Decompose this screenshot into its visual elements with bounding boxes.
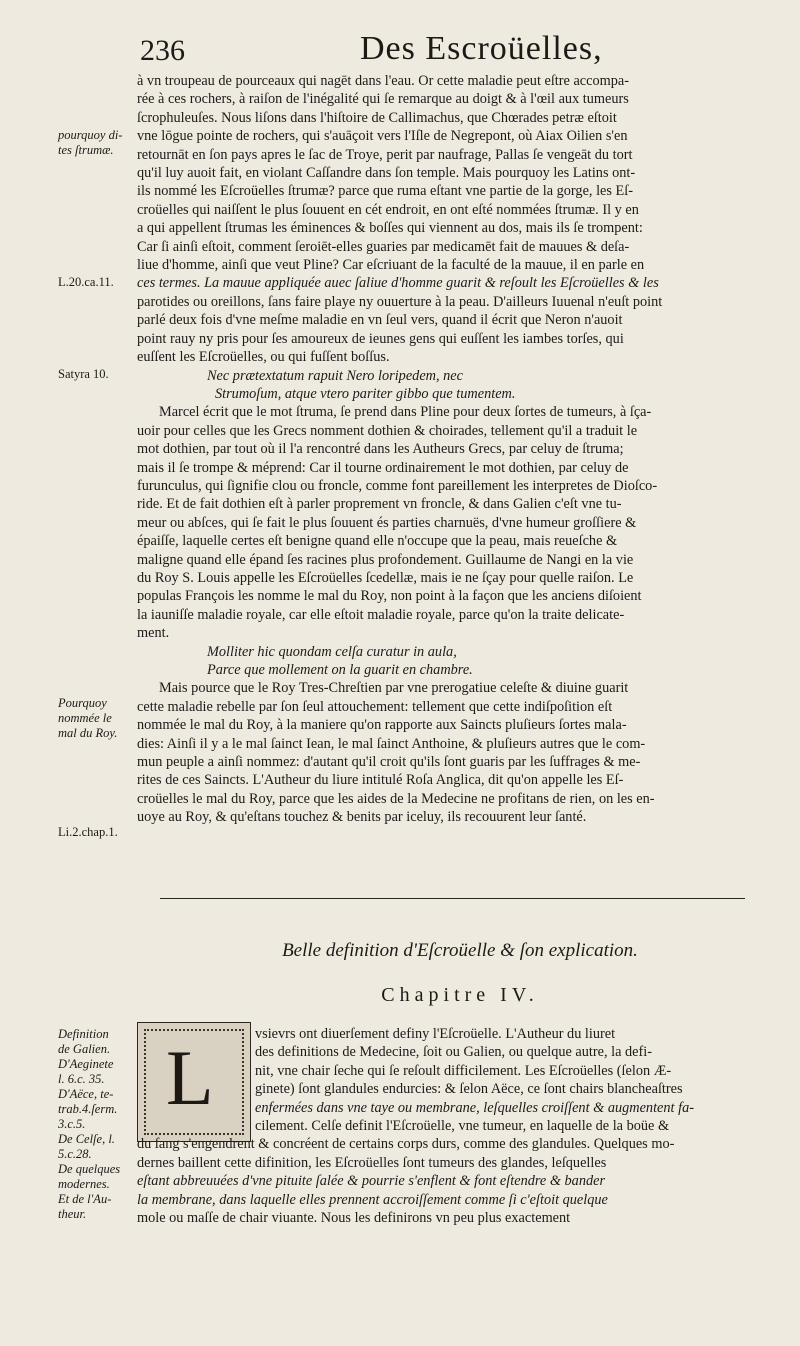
margin-note-text: Li.2.chap.1. xyxy=(58,825,118,839)
margin-note xyxy=(58,128,136,158)
verse-quote xyxy=(137,643,765,680)
text-line: parotides ou oreillons, ſans faire playe ny ouuerture à la peau. D'ailleurs Iuuenal n'euſt point xyxy=(137,293,663,310)
text-line: cilement. Celſe definit l'Eſcroüelle, vne tumeur, en laquelle de la boüe & xyxy=(255,1118,670,1134)
text-line: mole ou maſſe de chair viuante. Nous les definirons vn peu plus exactement xyxy=(137,1210,571,1227)
text-line: la iauniſſe maladie royale, car elle eſtoit maladie royale, parce qu'on la traite delicate- xyxy=(137,606,625,623)
margin-note xyxy=(58,825,136,840)
text-line: a qui appellent ſtrumas les éminences & boſſes qui viennent au dos, mais ils ſe trompent: xyxy=(137,220,643,237)
page-header xyxy=(140,30,780,70)
text-line: point rauy ny pris pour ſes amoureux de ieunes gens qui euſſent les iambes torſes, qui xyxy=(137,330,624,347)
text-line: Car ſi ainſi eſtoit, comment ſeroiēt-elles guaries par medicamēt fait de mauues & deſa- xyxy=(137,238,630,255)
text-line: eſtant abbreuuées d'vne pituite ſalée & pourrie s'enflent & font eſtendre & bander xyxy=(137,1173,606,1190)
text-line: mun peuple a ainſi nommez: d'autant qu'il croit qu'ils ſont guaris par les ſuffrages & me- xyxy=(137,754,641,771)
verse-line: Molliter hic quondam celſa curatur in aula, xyxy=(207,643,457,660)
margin-note xyxy=(58,1027,136,1222)
verse-quote xyxy=(137,367,765,404)
margin-note xyxy=(58,275,136,290)
text-line: cette maladie rebelle par ſon ſeul attouchement: tellement que cette indiſpoſition eſt xyxy=(137,698,613,715)
text-line: qu'il luy auoit fait, en violant Caſſandre dans ſon temple. Mais pourquoy les Latins ont- xyxy=(137,165,636,182)
text-line: ces termes. La mauue appliquée auec ſaliue d'homme guarit & reſoult les Eſcroüelles & les xyxy=(137,275,659,292)
text-line: ment. xyxy=(137,625,170,642)
section-title: Belle definition d'Eſcroüelle & ſon explication. xyxy=(282,940,638,961)
margin-note-text: Definition de Galien. D'Aeginete l. 6.c. 35. D'Aëce, te- trab.4.ſerm. 3.c.5. De Celſe, l. 5.c.28. De quelques modernes. Et de l'Au- theur. xyxy=(58,1027,121,1221)
text-line: croüelles qui naiſſent le plus ſouuent en cét endroit, en ont eſté nommées ſtrumæ. Il y en xyxy=(137,201,639,218)
text-line: des definitions de Medecine, ſoit ou Galien, ou quelque autre, la defi- xyxy=(255,1044,653,1061)
text-line: mot dothien, par tout où il l'a rencontré dans les Autheurs Grecs, par celuy de ſtruma; xyxy=(137,441,624,458)
text-line: dies: Ainſi il y a le mal ſainct Iean, le mal ſainct Anthoine, & pluſieurs autres que le com- xyxy=(137,735,646,752)
text-line: ſcrophuleuſes. Nous liſons dans l'hiſtoire de Callimachus, que Chœrades petræ eſtoit xyxy=(137,109,617,126)
text-line: enfermées dans vne taye ou membrane, leſquelles croiſſent & augmentent fa- xyxy=(255,1099,694,1116)
text-line: dernes baillent cette difinition, les Eſcroüelles ſont tumeurs des glandes, leſquelles xyxy=(137,1154,607,1171)
text-line: vsievrs ont diuerſement definy l'Eſcroüelle. L'Autheur du liuret xyxy=(255,1026,616,1042)
margin-note-text: Pourquoy nommée le mal du Roy. xyxy=(58,696,118,740)
text-line: parlé deux fois d'vne meſme maladie en vn ſeul vers, quand il écrit que Neron n'auoit xyxy=(137,312,623,329)
text-line: vne lōgue pointe de rochers, qui s'auāçoit vers l'Iſle de Negrepont, où Aiax Oilien s'en xyxy=(137,128,628,145)
text-line: rites de ces Saincts. L'Autheur du liure intitulé Roſa Anglica, dit qu'on appelle les Eſ- xyxy=(137,772,624,789)
text-line: populas François les nomme le mal du Roy, non point à la façon que les anciens diſoient xyxy=(137,588,642,605)
text-line: du Roy S. Louis appelle les Eſcroüelles ſcedellæ, mais ie ne ſçay pour quelle raiſon. Le xyxy=(137,569,634,586)
verse-line: Parce que mollement on la guarit en chambre. xyxy=(207,662,473,678)
margin-note-text: pourquoy di- tes ſtrumæ. xyxy=(58,128,123,157)
text-line: épaiſſe, laquelle certes eſt benigne quand elle n'occupe que la peau, mais reueſche & xyxy=(137,533,618,550)
main-text-block xyxy=(137,72,765,827)
section-divider xyxy=(160,898,745,899)
text-line: nommée le mal du Roy, à la maniere qu'on rapporte aux Saincts pluſieurs ſortes mala- xyxy=(137,717,627,734)
initial-letter: L xyxy=(166,1034,214,1121)
text-line: euſſent les Eſcroüelles, ou qui fuſſent boſſus. xyxy=(137,349,390,366)
text-line: maligne quand elle épand ſes racines plus profondement. Guillaume de Nangi en la vie xyxy=(137,551,634,568)
text-line: nit, vne chair ſeche qui ſe reſoult difficilement. Les Eſcroüelles (ſelon Æ- xyxy=(255,1062,672,1079)
text-line: la membrane, dans laquelle elles prennent accroiſſement comme ſi c'eſtoit quelque xyxy=(137,1191,608,1208)
text-line: du ſang s'engendrent & concréent de certains corps durs, comme des glandules. Quelques mo- xyxy=(137,1136,675,1153)
chapter-body-text xyxy=(137,1117,765,1227)
text-line: croüelles le mal du Roy, parce que les aides de la Medecine ne profitans de rien, on les en- xyxy=(137,790,655,807)
verse-line: Strumoſum, atque vtero pariter gibbo que tumentem. xyxy=(215,385,516,402)
text-line: uoye au Roy, & qu'eſtans touchez & benits par iceluy, ils recouurent leur ſanté. xyxy=(137,809,587,826)
margin-note xyxy=(58,696,136,741)
chapter-title: Chapitre IV. xyxy=(381,984,539,1006)
text-line: retournāt en ſon pays apres le ſac de Troye, perit par naufrage, Pallas ſe vengeāt du tort xyxy=(137,146,633,163)
text-line: liue d'homme, ainſi que veut Pline? Car eſcriuant de la faculté de la mauue, il en parle en xyxy=(137,257,645,274)
running-title: Des Escroüelles, xyxy=(360,30,603,67)
text-line: uoir pour celles que les Grecs nomment dothien & choirades, tellement qu'il a traduit le xyxy=(137,422,638,439)
margin-note-text: Satyra 10. xyxy=(58,367,109,381)
page-number: 236 xyxy=(140,34,185,67)
text-line: à vn troupeau de pourceaux qui nagēt dans l'eau. Or cette maladie peut eſtre accompa- xyxy=(137,73,630,89)
text-line: ride. Et de fait dothien eſt à parler proprement vn froncle, & dans Galien c'eſt vne tu- xyxy=(137,496,622,513)
text-line: ils nommé les Eſcroüelles ſtrumæ? parce que ruma eſtant vne partie de la gorge, les Eſ- xyxy=(137,183,633,200)
margin-note-text: L.20.ca.11. xyxy=(58,275,114,289)
text-line: Mais pource que le Roy Tres-Chreſtien par vne prerogatiue celeſte & diuine guarit xyxy=(159,680,629,697)
text-line: ginete) ſont glandules endurcies: & ſelon Aëce, ce ſont chairs blancheaſtres xyxy=(255,1081,683,1098)
text-line: rée à ces rochers, à raiſon de l'inégalité qui ſe remarque au doigt & à l'œil aux tumeurs xyxy=(137,91,629,108)
text-line: mais il ſe trompe & méprend: Car il tourne ordinairement le mot dothien, par celuy de xyxy=(137,459,629,476)
text-line: furunculus, qui ſignifie clou ou froncle, comme font pareillement les interpretes de Dioſco- xyxy=(137,477,658,494)
text-line: Marcel écrit que le mot ſtruma, ſe prend dans Pline pour deux ſortes de tumeurs, à ſça- xyxy=(159,404,652,421)
chapter-opening-text xyxy=(255,1025,765,1117)
text-line: meur ou abſces, qui ſe fait le plus ſouuent és parties charnuës, d'vne humeur groſſiere & xyxy=(137,514,637,531)
margin-note xyxy=(58,367,136,382)
verse-line: Nec prætextatum rapuit Nero loripedem, nec xyxy=(207,367,463,384)
